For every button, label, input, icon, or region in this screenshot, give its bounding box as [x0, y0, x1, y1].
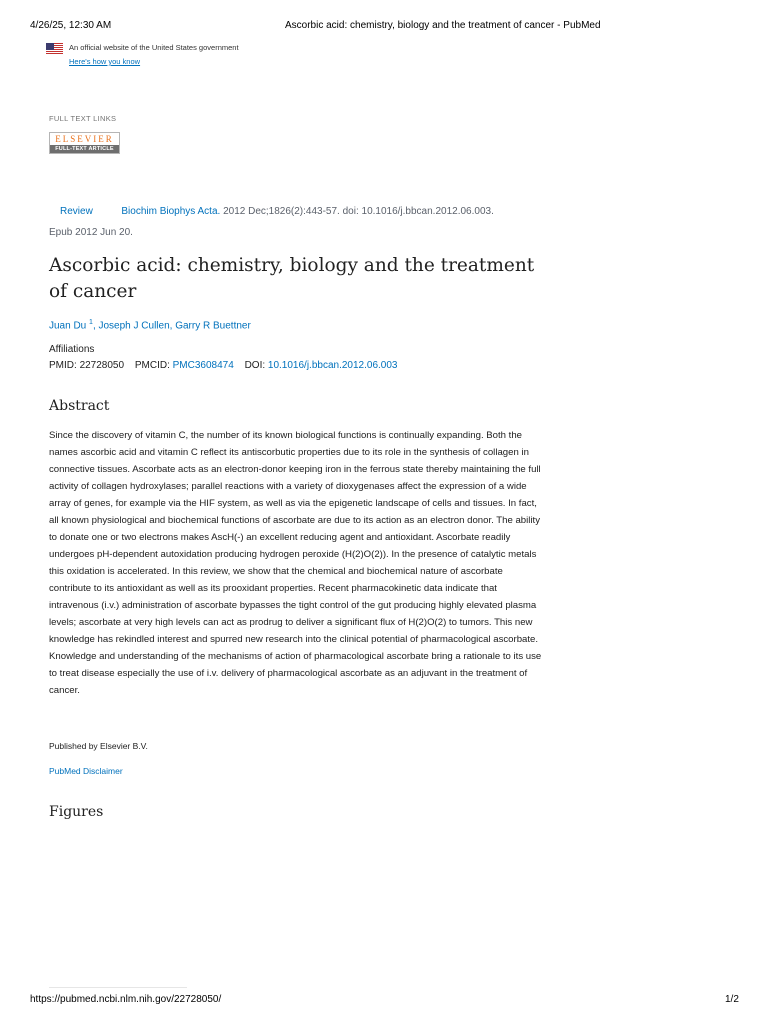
- pmid-label: PMID:: [49, 360, 77, 371]
- full-text-links-label: FULL TEXT LINKS: [49, 114, 117, 123]
- footer-divider: [49, 987, 187, 988]
- publisher-note: Published by Elsevier B.V.: [49, 741, 148, 751]
- citation-line: [60, 206, 494, 217]
- full-text-article-label: FULL-TEXT ARTICLE: [50, 145, 119, 153]
- page-number: 1/2: [725, 994, 739, 1005]
- figures-heading: Figures: [49, 804, 104, 820]
- us-flag-icon: [46, 43, 63, 55]
- print-url: https://pubmed.ncbi.nlm.nih.gov/22728050/: [30, 994, 222, 1005]
- journal-link[interactable]: Biochim Biophys Acta.: [121, 206, 221, 217]
- pmcid-label: PMCID:: [134, 360, 170, 371]
- pmcid-link[interactable]: PMC3608474: [172, 360, 234, 371]
- gov-banner-text: An official website of the United States government: [69, 43, 239, 52]
- elsevier-full-text-link[interactable]: [49, 132, 120, 154]
- heres-how-you-know-link[interactable]: Here's how you know: [69, 57, 141, 66]
- author-link[interactable]: Garry R Buettner: [175, 320, 251, 332]
- pubmed-disclaimer-link[interactable]: PubMed Disclaimer: [49, 766, 123, 776]
- epub-date: Epub 2012 Jun 20.: [49, 227, 133, 238]
- author-link[interactable]: Juan Du: [49, 320, 87, 332]
- doi-label: DOI:: [244, 360, 266, 371]
- print-date: 4/26/25, 12:30 AM: [30, 20, 112, 31]
- pmid-value: 22728050: [79, 360, 125, 371]
- abstract-text: Since the discovery of vitamin C, the number of its known biological functions is continually expanding. Both the names ascorbic acid and vitamin C reflect its antiscorbutic properties due to its role in the synthesis of collagen in connective tissues. Ascorbate acts as an electron-donor keeping iron in the ferrous state thereby maintaining the full activity of collagen hydroxylases; parallel reactions with a variety of dioxygenases affect the expression of a wide array of genes, for example via the HIF system, as well as via the epigenetic landscape of cells and tissues. In fact, all known physiological and biochemical functions of ascorbate are due to its action as an electron donor. The ability to donate one or two electrons makes AscH(-) an excellent reducing agent and antioxidant. Ascorbate readily undergoes pH-dependent autoxidation producing hydrogen peroxide (H(2)O(2)). In the presence of catalytic metals this oxidation is accelerated. In this review, we show that the chemical and biochemical nature of ascorbate contribute to its antioxidant as well as its prooxidant properties. Recent pharmacokinetic data indicate that intravenous (i.v.) administration of ascorbate bypasses the tight control of the gut producing highly elevated plasma levels; ascorbate at very high levels can act as prodrug to deliver a significant flux of H(2)O(2) to tumors. This new knowledge has rekindled interest and spurred new research into the clinical potential of pharmacological ascorbate. Knowledge and understanding of the mechanisms of action of pharmacological ascorbate bring a rationale to its use to treat disease especially the use of i.v. delivery of pharmacological ascorbate as an adjuvant in the treatment of cancer.: [49, 430, 542, 696]
- author-link[interactable]: Joseph J Cullen: [98, 320, 170, 332]
- doi-link[interactable]: 10.1016/j.bbcan.2012.06.003: [267, 360, 398, 371]
- authors-list: Juan Du $^1$, Joseph J Cullen, Garry R Buettner: [49, 319, 251, 332]
- abstract-heading: Abstract: [49, 398, 110, 414]
- article-title: Ascorbic acid: chemistry, biology and the treatment of cancer: [49, 255, 535, 302]
- article-identifiers: [49, 360, 397, 371]
- affiliations-toggle[interactable]: Affiliations: [49, 344, 95, 355]
- print-page-title: Ascorbic acid: chemistry, biology and the treatment of cancer - PubMed: [285, 20, 601, 31]
- affiliation-marker[interactable]: 1: [89, 319, 93, 326]
- elsevier-logo: ELSEVIER: [55, 134, 114, 144]
- citation-details: 2012 Dec;1826(2):443-57. doi: 10.1016/j.bbcan.2012.06.003.: [223, 206, 494, 217]
- publication-type-link[interactable]: Review: [60, 206, 93, 217]
